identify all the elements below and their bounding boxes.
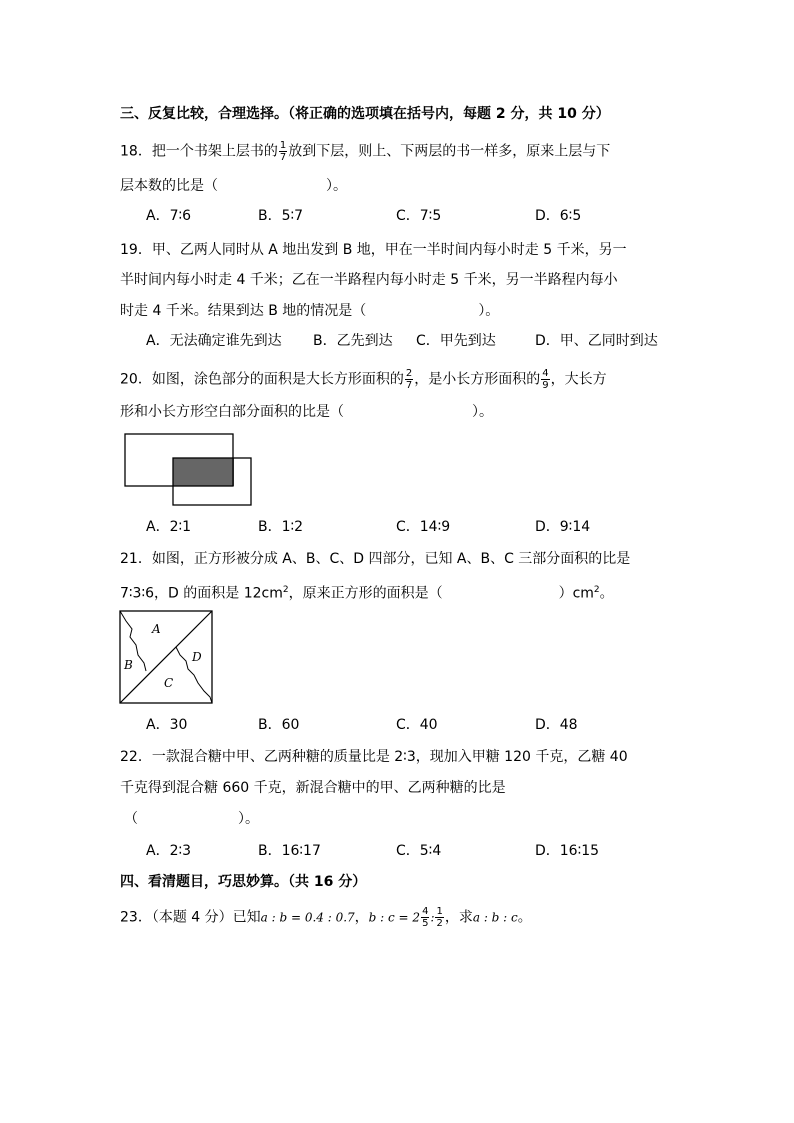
q21-option-c[interactable]: C．40 bbox=[396, 717, 438, 733]
q20-option-d[interactable]: D．9∶14 bbox=[535, 519, 591, 535]
q20-option-c[interactable]: C．14∶9 bbox=[396, 519, 451, 535]
q20-fraction-2 bbox=[541, 368, 549, 391]
q20-option-b[interactable]: B．1∶2 bbox=[258, 519, 304, 535]
q22-line3-open: （ bbox=[124, 811, 138, 827]
q21-unit-superscript: 2 bbox=[282, 585, 289, 595]
q21-option-a[interactable]: A．30 bbox=[146, 717, 188, 733]
section-3-title: 三、反复比较，合理选择。（将正确的选项填在括号内，每题 2 分，共 10 分） bbox=[120, 106, 610, 122]
q22-option-a[interactable]: A．2∶3 bbox=[146, 843, 192, 859]
q18-option-d[interactable]: D．6∶5 bbox=[535, 208, 582, 224]
q23-frac1-numerator: 4 bbox=[422, 906, 429, 917]
q19-line3-text: 时走 4 千米。结果到达 B 地的情况是（ bbox=[120, 303, 367, 319]
q19-option-a[interactable]: A．无法确定谁先到达 bbox=[146, 333, 282, 349]
q23-expression-abc: a : b : c bbox=[472, 910, 518, 925]
q23-expression-ab: a : b = 0.4 : 0.7 bbox=[260, 910, 355, 925]
q20-rectangles-figure bbox=[122, 431, 256, 509]
q20-line2-close: ）。 bbox=[472, 404, 493, 420]
q20-line-1 bbox=[120, 368, 607, 391]
q18-line-1 bbox=[120, 140, 610, 163]
q20-text-part1: 20．如图，涂色部分的面积是大长方形面积的 bbox=[120, 371, 404, 388]
q19-line-1: 19．甲、乙两人同时从 A 地出发到 B 地，甲在一半时间内每小时走 5 千米，另一 bbox=[120, 242, 627, 258]
q23-text-part1: 23．（本题 4 分）已知 bbox=[120, 909, 261, 926]
q20-option-a[interactable]: A．2∶1 bbox=[146, 519, 192, 535]
q22-line-2: 千克得到混合糖 660 千克，新混合糖中的甲、乙两种糖的比是 bbox=[120, 780, 506, 796]
q23-frac2-denominator: 2 bbox=[436, 918, 443, 929]
q21-line2-mid: ，原来正方形的面积是（ bbox=[288, 585, 443, 602]
q21-label-a: A bbox=[152, 622, 161, 636]
q18-line-2 bbox=[120, 176, 347, 196]
q23-text-part2: ，求 bbox=[444, 909, 473, 926]
q20-frac2-numerator: 4 bbox=[542, 368, 549, 379]
q23-text-part3: 。 bbox=[517, 909, 532, 926]
q20-text-part2: ，是小长方形面积的 bbox=[414, 371, 541, 388]
q23-separator: ， bbox=[354, 909, 369, 926]
q18-option-c[interactable]: C．7∶5 bbox=[396, 208, 442, 224]
q19-line-3 bbox=[120, 301, 499, 321]
q23-fraction-2 bbox=[435, 906, 443, 929]
q18-frac-numerator: 1 bbox=[279, 140, 287, 151]
q22-option-d[interactable]: D．16∶15 bbox=[535, 843, 600, 859]
q23-ratio-colon: : bbox=[430, 910, 435, 925]
q21-label-b: B bbox=[124, 658, 133, 672]
q20-line-2 bbox=[120, 402, 493, 422]
q21-option-b[interactable]: B．60 bbox=[258, 717, 300, 733]
section-4-title: 四、看清题目，巧思妙算。（共 16 分） bbox=[120, 874, 367, 890]
q19-option-d[interactable]: D．甲、乙同时到达 bbox=[535, 333, 658, 349]
q20-text-part3: ，大长方 bbox=[550, 371, 607, 388]
q21-square-figure bbox=[118, 609, 216, 707]
q21-line2-unit: ）cm bbox=[558, 585, 594, 602]
q21-option-d[interactable]: D．48 bbox=[535, 717, 578, 733]
q21-line2-text: 7∶3∶6，D 的面积是 12cm bbox=[120, 585, 283, 602]
q23-expression-bc: b : c = 2 bbox=[368, 910, 421, 925]
q18-frac-denominator: 7 bbox=[279, 152, 287, 163]
q18-line2-close: ）。 bbox=[326, 178, 347, 194]
q18-fraction bbox=[279, 140, 287, 163]
q23-fraction-1 bbox=[421, 906, 429, 929]
q18-text-part2: 放到下层，则上、下两层的书一样多，原来上层与下 bbox=[288, 143, 611, 160]
q19-option-c[interactable]: C．甲先到达 bbox=[416, 333, 496, 349]
q22-option-b[interactable]: B．16∶17 bbox=[258, 843, 321, 859]
q19-line-2: 半时间内每小时走 4 千米；乙在一半路程内每小时走 5 千米，另一半路程内每小 bbox=[120, 272, 618, 288]
q23-frac2-numerator: 1 bbox=[436, 906, 443, 917]
q22-option-c[interactable]: C．5∶4 bbox=[396, 843, 442, 859]
q23-line bbox=[120, 906, 532, 929]
q19-option-b[interactable]: B．乙先到达 bbox=[313, 333, 393, 349]
q22-line-3 bbox=[124, 809, 259, 829]
q22-line-1: 22．一款混合糖中甲、乙两种糖的质量比是 2∶3，现加入甲糖 120 千克，乙糖 40 bbox=[120, 749, 628, 765]
q22-line3-close: ）。 bbox=[238, 811, 259, 827]
q20-shaded-overlap bbox=[173, 458, 234, 486]
q18-option-a[interactable]: A．7∶6 bbox=[146, 208, 192, 224]
q19-line3-close: ）。 bbox=[478, 303, 500, 319]
q21-label-c: C bbox=[164, 676, 174, 690]
q18-line2-text: 层本数的比是（ bbox=[120, 178, 218, 194]
q20-frac1-denominator: 7 bbox=[405, 380, 413, 391]
q21-label-d: D bbox=[192, 650, 202, 664]
q20-frac2-denominator: 9 bbox=[542, 380, 549, 391]
q18-option-b[interactable]: B．5∶7 bbox=[258, 208, 304, 224]
q20-frac1-numerator: 2 bbox=[405, 368, 413, 379]
q20-fraction-1 bbox=[405, 368, 413, 391]
q21-line-2 bbox=[120, 580, 614, 604]
q21-unit-superscript-2: 2 bbox=[593, 585, 600, 595]
q23-frac1-denominator: 5 bbox=[422, 918, 429, 929]
q18-text-part1: 18．把一个书架上层书的 bbox=[120, 143, 278, 160]
q21-line-1: 21．如图，正方形被分成 A、B、C、D 四部分，已知 A、B、C 三部分面积的比是 bbox=[120, 551, 631, 567]
q20-line2-text: 形和小长方形空白部分面积的比是（ bbox=[120, 404, 344, 420]
q21-line2-end: 。 bbox=[599, 585, 614, 602]
